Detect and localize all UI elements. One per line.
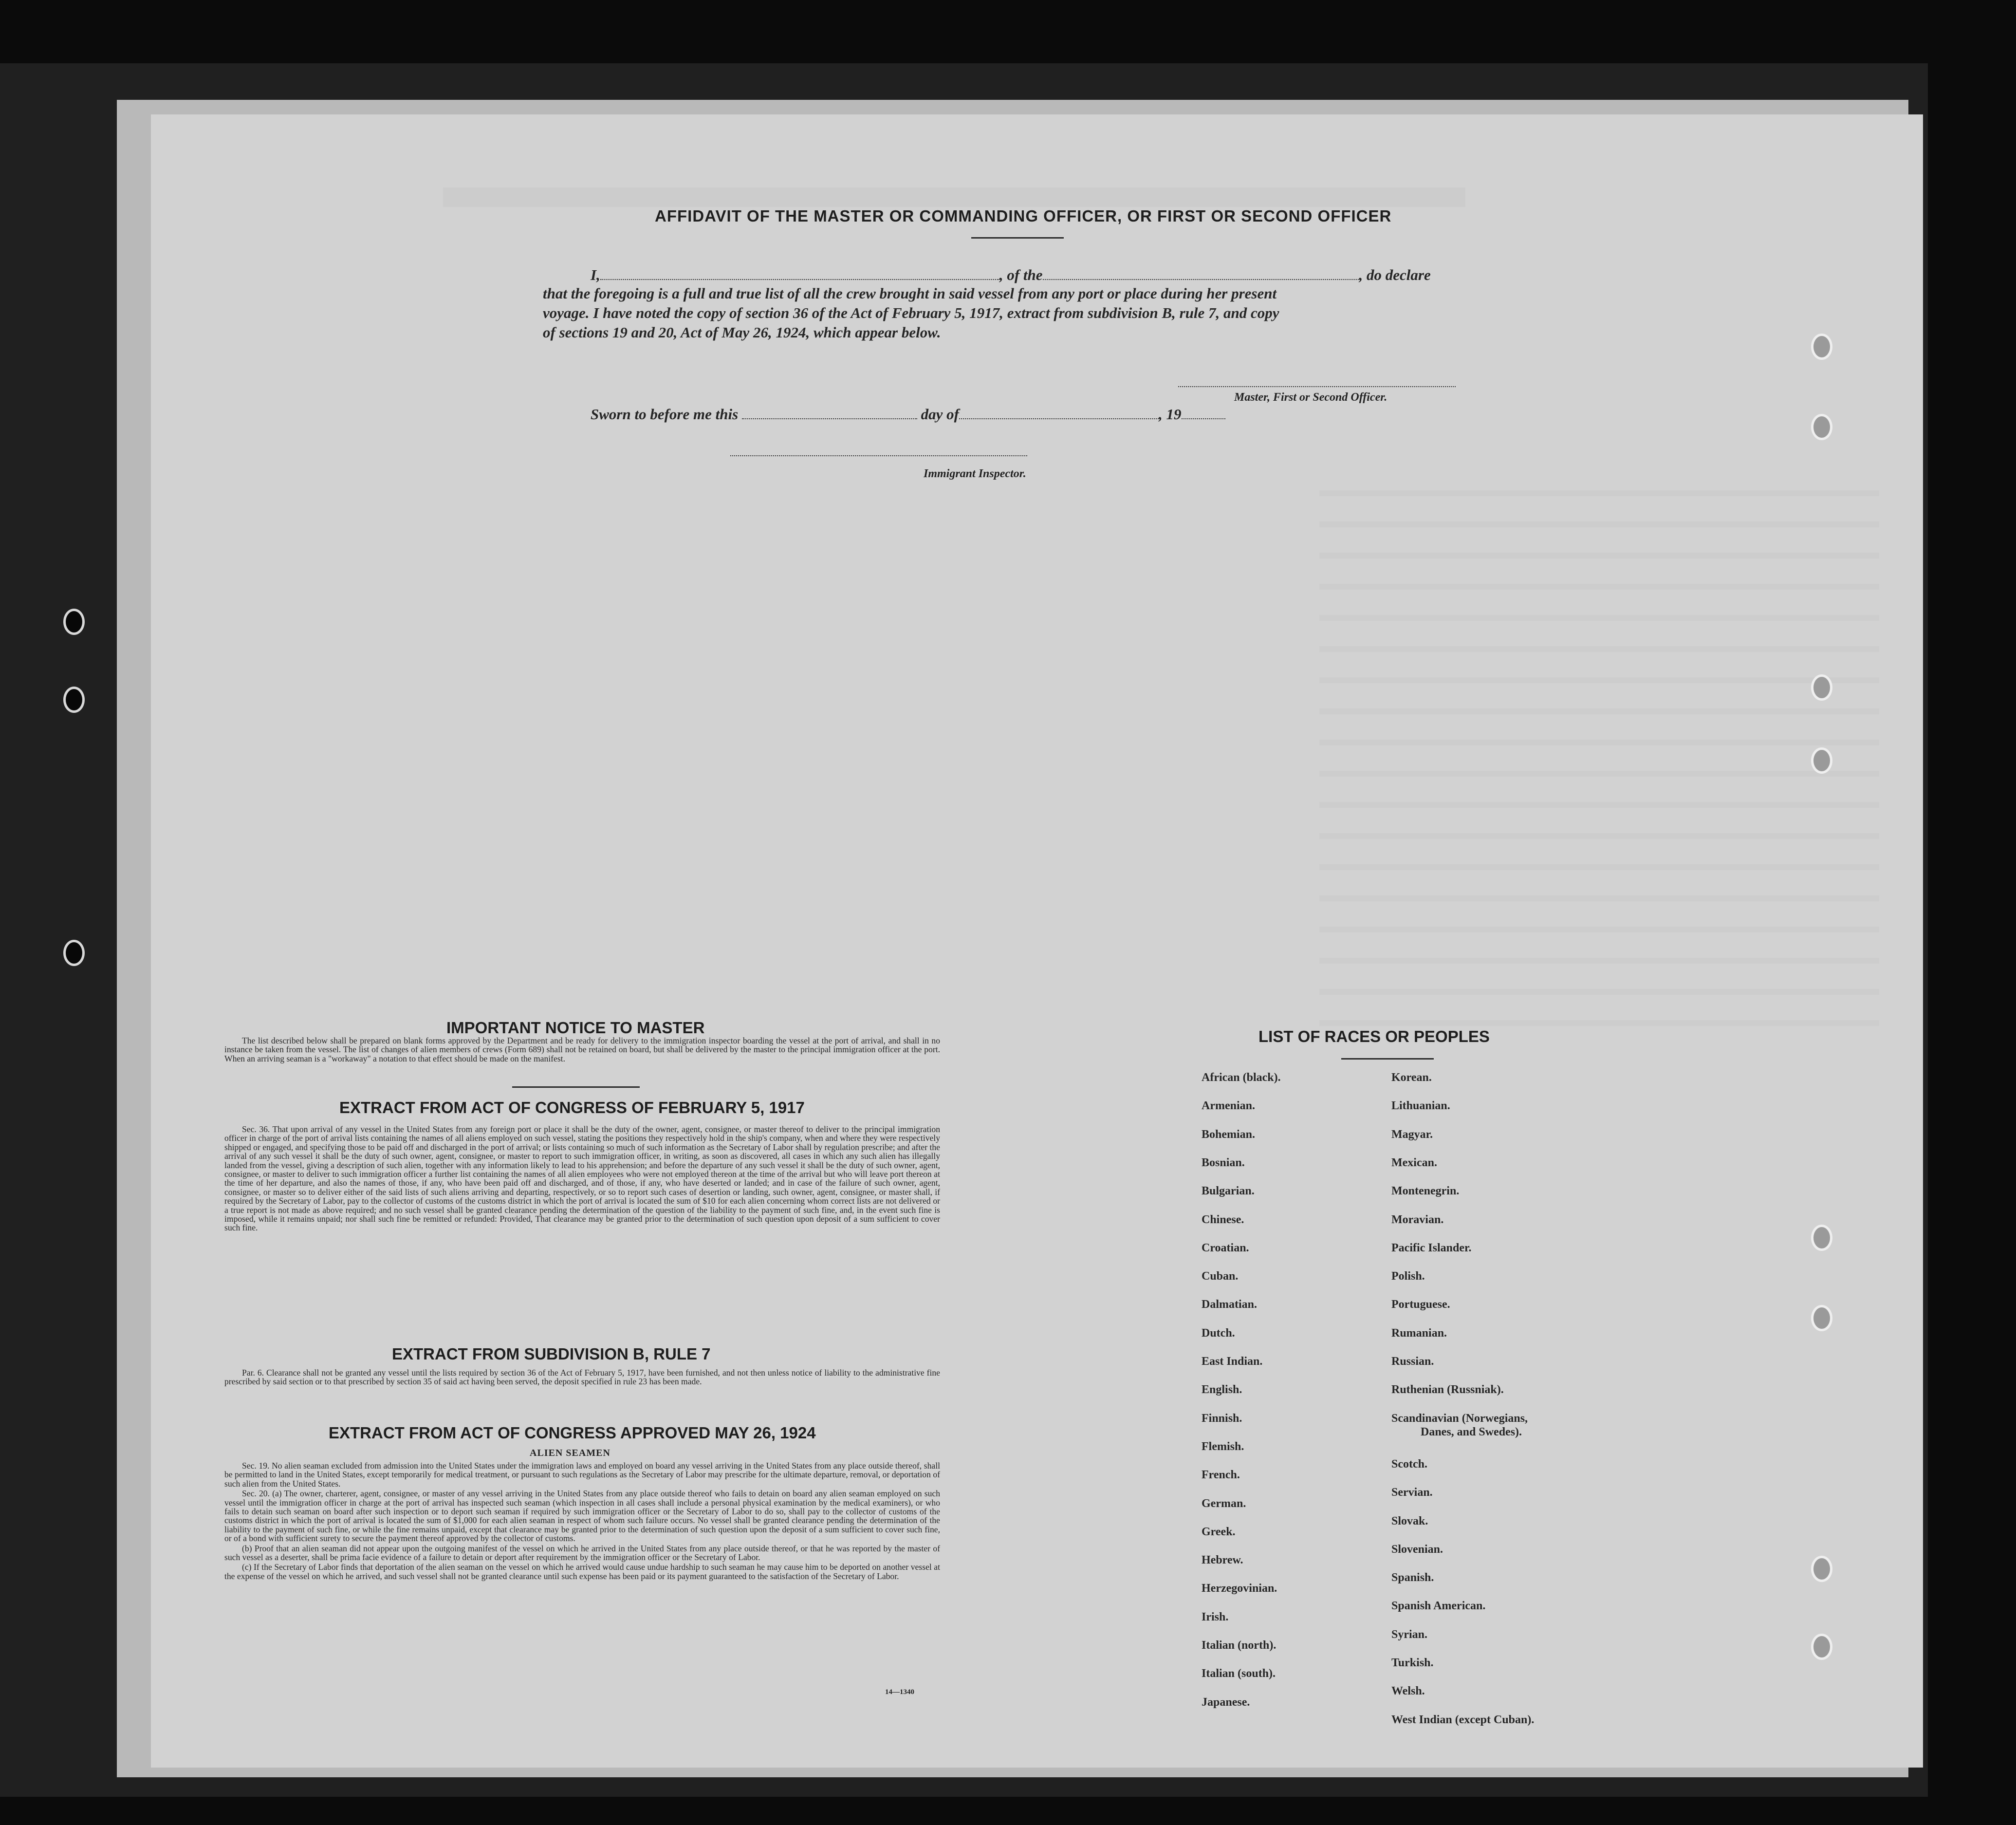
race-item: Cuban. bbox=[1202, 1270, 1239, 1283]
race-item: Montenegrin. bbox=[1391, 1185, 1460, 1198]
race-item: Italian (south). bbox=[1202, 1667, 1276, 1680]
master-signature-line[interactable] bbox=[1178, 386, 1456, 388]
year-text: , 19 bbox=[1159, 406, 1182, 423]
document-page bbox=[151, 114, 1923, 1768]
race-item: Welsh. bbox=[1391, 1685, 1425, 1698]
extract-1917-text bbox=[224, 1125, 940, 1233]
affidavit-title-rule bbox=[971, 237, 1064, 239]
race-item: Turkish. bbox=[1391, 1657, 1434, 1669]
race-item: Italian (north). bbox=[1202, 1639, 1276, 1652]
race-item: Dutch. bbox=[1202, 1326, 1235, 1340]
races-title-rule bbox=[1341, 1058, 1434, 1060]
race-item: Portuguese. bbox=[1391, 1298, 1450, 1311]
punch-hole bbox=[63, 687, 85, 713]
race-item: East Indian. bbox=[1202, 1355, 1263, 1368]
extract-rule7-title: EXTRACT FROM SUBDIVISION B, RULE 7 bbox=[392, 1345, 711, 1363]
bleed-through-heading bbox=[443, 187, 1465, 207]
race-item: Scandinavian (Norwegians, bbox=[1391, 1412, 1528, 1425]
master-signature-label: Master, First or Second Officer. bbox=[1234, 391, 1387, 404]
race-item: Syrian. bbox=[1391, 1628, 1428, 1641]
vessel-blank[interactable] bbox=[1043, 279, 1359, 280]
sec-20c-paragraph: (c) If the Secretary of Labor finds that deportation of the alien seaman on the vessel on which he arrived would cause undue hardship to such seaman he may cause him to be deported on another vessel at the expense of the vessel on which he arrived, and such vessel shall not be granted clearance until such expense has been paid or its payment guaranteed to the satisfaction of the Secretary of Labor. bbox=[224, 1562, 940, 1581]
notice-paragraph: The list described below shall be prepared on blank forms approved by the Department and be ready for delivery to the immigration inspector boarding the vessel at the port of arrival, and shall in no instance be taken from the vessel. The list of changes of alien members of crews (Form 689) shall not be retained on board, but shall be delivered by the master to the principal immigration officer at the port. When an arriving seaman is a "workaway" a notation to that effect should be made on the manifest. bbox=[224, 1036, 940, 1063]
punch-hole bbox=[1811, 1305, 1832, 1331]
punch-hole bbox=[1811, 747, 1832, 774]
extract-1924-text bbox=[224, 1461, 940, 1582]
race-item: Moravian. bbox=[1391, 1213, 1444, 1226]
race-item: Slovak. bbox=[1391, 1514, 1428, 1527]
par-6-paragraph: Par. 6. Clearance shall not be granted any vessel until the lists required by section 36 of the Act of February 5, 1917, have been furnished, and not then unless notice of liability to the administrative fine prescribed by said section or to that prescribed by section 35 of said act having been served, the deposit specified in rule 23 has been made. bbox=[224, 1368, 940, 1387]
sec-20a-paragraph: Sec. 20. (a) The owner, charterer, agent, consignee, or master of any vessel arriving in the United States from any place outside thereof who fails to detain on board any alien seaman employed on such vessel until the immigration officer in charge at the port of arrival has inspected such seaman (which inspection in all cases shall include a personal physical examination by the medical examiners), or who fails to detain such seaman on board after such inspection or to deport such seaman if required by such immigration officer or the Secretary of Labor to do so, shall pay to the collector of customs of the customs district in which the port of arrival is located the sum of $1,000 for each alien seaman in respect of whom such failure occurs. No vessel shall be granted clearance pending the determination of the liability to the payment of such fine, or while the fine remains unpaid, except that clearance may be granted prior to the determination of such question upon the deposit of a sum sufficient to cover such fine, or of a bond with sufficient surety to secure the payment thereof approved by the collector of customs. bbox=[224, 1489, 940, 1544]
punch-hole bbox=[63, 940, 85, 966]
race-item: Ruthenian (Russniak). bbox=[1391, 1383, 1504, 1397]
race-item: Japanese. bbox=[1202, 1695, 1250, 1709]
affidavit-line-3: voyage. I have noted the copy of section 36 of the Act of February 5, 1917, extract from subdivision B, rule 7, and copy bbox=[543, 304, 1279, 321]
race-item: Pacific Islander. bbox=[1391, 1241, 1472, 1254]
notice-title: IMPORTANT NOTICE TO MASTER bbox=[446, 1019, 705, 1037]
punch-hole bbox=[1811, 674, 1832, 701]
race-item: Finnish. bbox=[1202, 1412, 1242, 1425]
alien-seamen-subtitle: ALIEN SEAMEN bbox=[530, 1448, 610, 1458]
race-item: Greek. bbox=[1202, 1525, 1236, 1538]
affidavit-of-the: , of the bbox=[999, 266, 1043, 283]
race-item: Russian. bbox=[1391, 1355, 1434, 1368]
notice-text bbox=[224, 1036, 940, 1064]
punch-hole bbox=[1811, 1225, 1832, 1251]
race-item: Scotch. bbox=[1391, 1457, 1427, 1471]
race-item: Spanish. bbox=[1391, 1571, 1434, 1584]
race-item: German. bbox=[1202, 1497, 1246, 1510]
extract-rule7-text bbox=[224, 1368, 940, 1387]
sworn-day-blank[interactable] bbox=[742, 418, 917, 419]
affidavit-i: I, bbox=[591, 266, 600, 283]
day-of-text: day of bbox=[921, 406, 959, 423]
affidavit-line-2: that the foregoing is a full and true list of all the crew brought in said vessel from any port or place during her present bbox=[543, 285, 1277, 302]
race-item: Mexican. bbox=[1391, 1156, 1437, 1169]
extract-1924-title: EXTRACT FROM ACT OF CONGRESS APPROVED MAY 26, 1924 bbox=[329, 1424, 816, 1442]
punch-hole bbox=[1811, 334, 1832, 360]
race-item: Servian. bbox=[1391, 1486, 1433, 1499]
affidavit-line-1 bbox=[591, 266, 1431, 284]
affidavit-line-4: of sections 19 and 20, Act of May 26, 1924, which appear below. bbox=[543, 324, 941, 341]
name-blank[interactable] bbox=[600, 279, 999, 280]
race-item: Flemish. bbox=[1202, 1440, 1244, 1453]
race-item: French. bbox=[1202, 1469, 1240, 1482]
races-title: LIST OF RACES OR PEOPLES bbox=[1258, 1027, 1490, 1045]
notice-rule bbox=[512, 1086, 640, 1088]
punch-hole bbox=[63, 609, 85, 635]
race-item: Chinese. bbox=[1202, 1213, 1244, 1226]
race-item: Danes, and Swedes). bbox=[1421, 1425, 1522, 1438]
sworn-month-blank[interactable] bbox=[959, 418, 1159, 419]
form-code: 14—1340 bbox=[885, 1688, 914, 1696]
race-item: Herzegovinian. bbox=[1202, 1582, 1277, 1595]
sec-19-paragraph: Sec. 19. No alien seaman excluded from admission into the United States under the immigration laws and employed on board any vessel arriving in the United States from any place outside thereof, shall be permitted to land in the United States, except temporarily for medical treatment, or pursuant to such regulations as the Secretary of Labor may prescribe for the ultimate departure, removal, or deportation of such alien from the United States. bbox=[224, 1461, 940, 1489]
race-item: Croatian. bbox=[1202, 1241, 1249, 1254]
punch-hole bbox=[1811, 1634, 1832, 1660]
bleed-through-block bbox=[1319, 465, 1879, 1049]
affidavit-title: AFFIDAVIT OF THE MASTER OR COMMANDING OFFICER, OR FIRST OR SECOND OFFICER bbox=[655, 207, 1392, 225]
sworn-text: Sworn to before me this bbox=[591, 406, 739, 423]
sworn-year-blank[interactable] bbox=[1182, 418, 1225, 419]
affidavit-do-declare: , do declare bbox=[1359, 266, 1431, 283]
race-item: Magyar. bbox=[1391, 1128, 1433, 1141]
race-item: Bohemian. bbox=[1202, 1128, 1256, 1141]
punch-hole bbox=[1811, 414, 1832, 440]
race-item: West Indian (except Cuban). bbox=[1391, 1713, 1535, 1726]
extract-1917-title: EXTRACT FROM ACT OF CONGRESS OF FEBRUARY 5, 1917 bbox=[339, 1099, 805, 1117]
race-item: Lithuanian. bbox=[1391, 1099, 1450, 1113]
race-item: Spanish American. bbox=[1391, 1600, 1486, 1613]
race-item: Rumanian. bbox=[1391, 1326, 1447, 1340]
inspector-signature-line[interactable] bbox=[730, 455, 1027, 457]
race-item: Armenian. bbox=[1202, 1099, 1255, 1113]
race-item: Slovenian. bbox=[1391, 1543, 1443, 1556]
race-item: Polish. bbox=[1391, 1270, 1425, 1283]
punch-hole bbox=[1811, 1556, 1832, 1582]
race-item: Bosnian. bbox=[1202, 1156, 1245, 1169]
inspector-signature-label: Immigrant Inspector. bbox=[924, 467, 1026, 480]
race-item: English. bbox=[1202, 1383, 1242, 1397]
race-item: Bulgarian. bbox=[1202, 1185, 1255, 1198]
race-item: Dalmatian. bbox=[1202, 1298, 1257, 1311]
race-item: Irish. bbox=[1202, 1610, 1229, 1623]
race-item: Korean. bbox=[1391, 1071, 1432, 1084]
sec-20b-paragraph: (b) Proof that an alien seaman did not appear upon the outgoing manifest of the vessel on which he arrived in the United States from any place outside thereof, or that he was reported by the master of such vessel as a deserter, shall be prima facie evidence of a failure to detain or deport after requirement by the immigration officer or the Secretary of Labor. bbox=[224, 1543, 940, 1563]
sworn-line bbox=[591, 406, 1225, 423]
race-item: Hebrew. bbox=[1202, 1554, 1243, 1567]
sec-36-paragraph: Sec. 36. That upon arrival of any vessel in the United States from any foreign port or place it shall be the duty of the owner, agent, consignee, or master thereof to deliver to the principal immigration officer in charge of the port of arrival lists containing the names of all aliens employed on such vessel, stating the positions they respectively hold in the ship's company, when and where they were respectively shipped or engaged, and specifying those to be paid off and discharged in the port of arrival; or lists containing so much of such information as the Secretary of Labor shall by regulation prescribe; and after the arrival of any such vessel it shall be the duty of such owner, agent, consignee, or master to report to such immigration officer, in writing, as soon as discovered, all cases in which any such alien has illegally landed from the vessel, giving a description of such alien, together with any information likely to lead to his apprehension; and before the departure of any such vessel it shall be the duty of such owner, agent, consignee, or master to deliver to such immigration officer a further list containing the names of all alien employees who were not employed thereon at the time of the arrival but who will leave port thereon at the time of her departure, and also the names of those, if any, who have been paid off and discharged, and of those, if any, who have deserted or landed; and in case of the failure of such owner, agent, consignee, or master so to deliver either of the said lists of such aliens arriving and departing, respectively, or so to report such cases of desertion or landing, such owner, agent, consignee, or master shall, if required by the Secretary of Labor, pay to the collector of customs of the customs district in which the port of arrival is located the sum of $10 for each alien concerning whom correct lists are not delivered or a true report is not made as above required; and no such vessel shall be granted clearance pending the determination of the question of the liability to the payment of such fine, and, in the event such fine is imposed, while it remains unpaid; nor shall such fine be remitted or refunded: Provided, That clearance may be granted prior to the determination of such question upon deposit of a sum sufficient to cover such fine. bbox=[224, 1124, 940, 1233]
race-item: African (black). bbox=[1202, 1071, 1281, 1084]
